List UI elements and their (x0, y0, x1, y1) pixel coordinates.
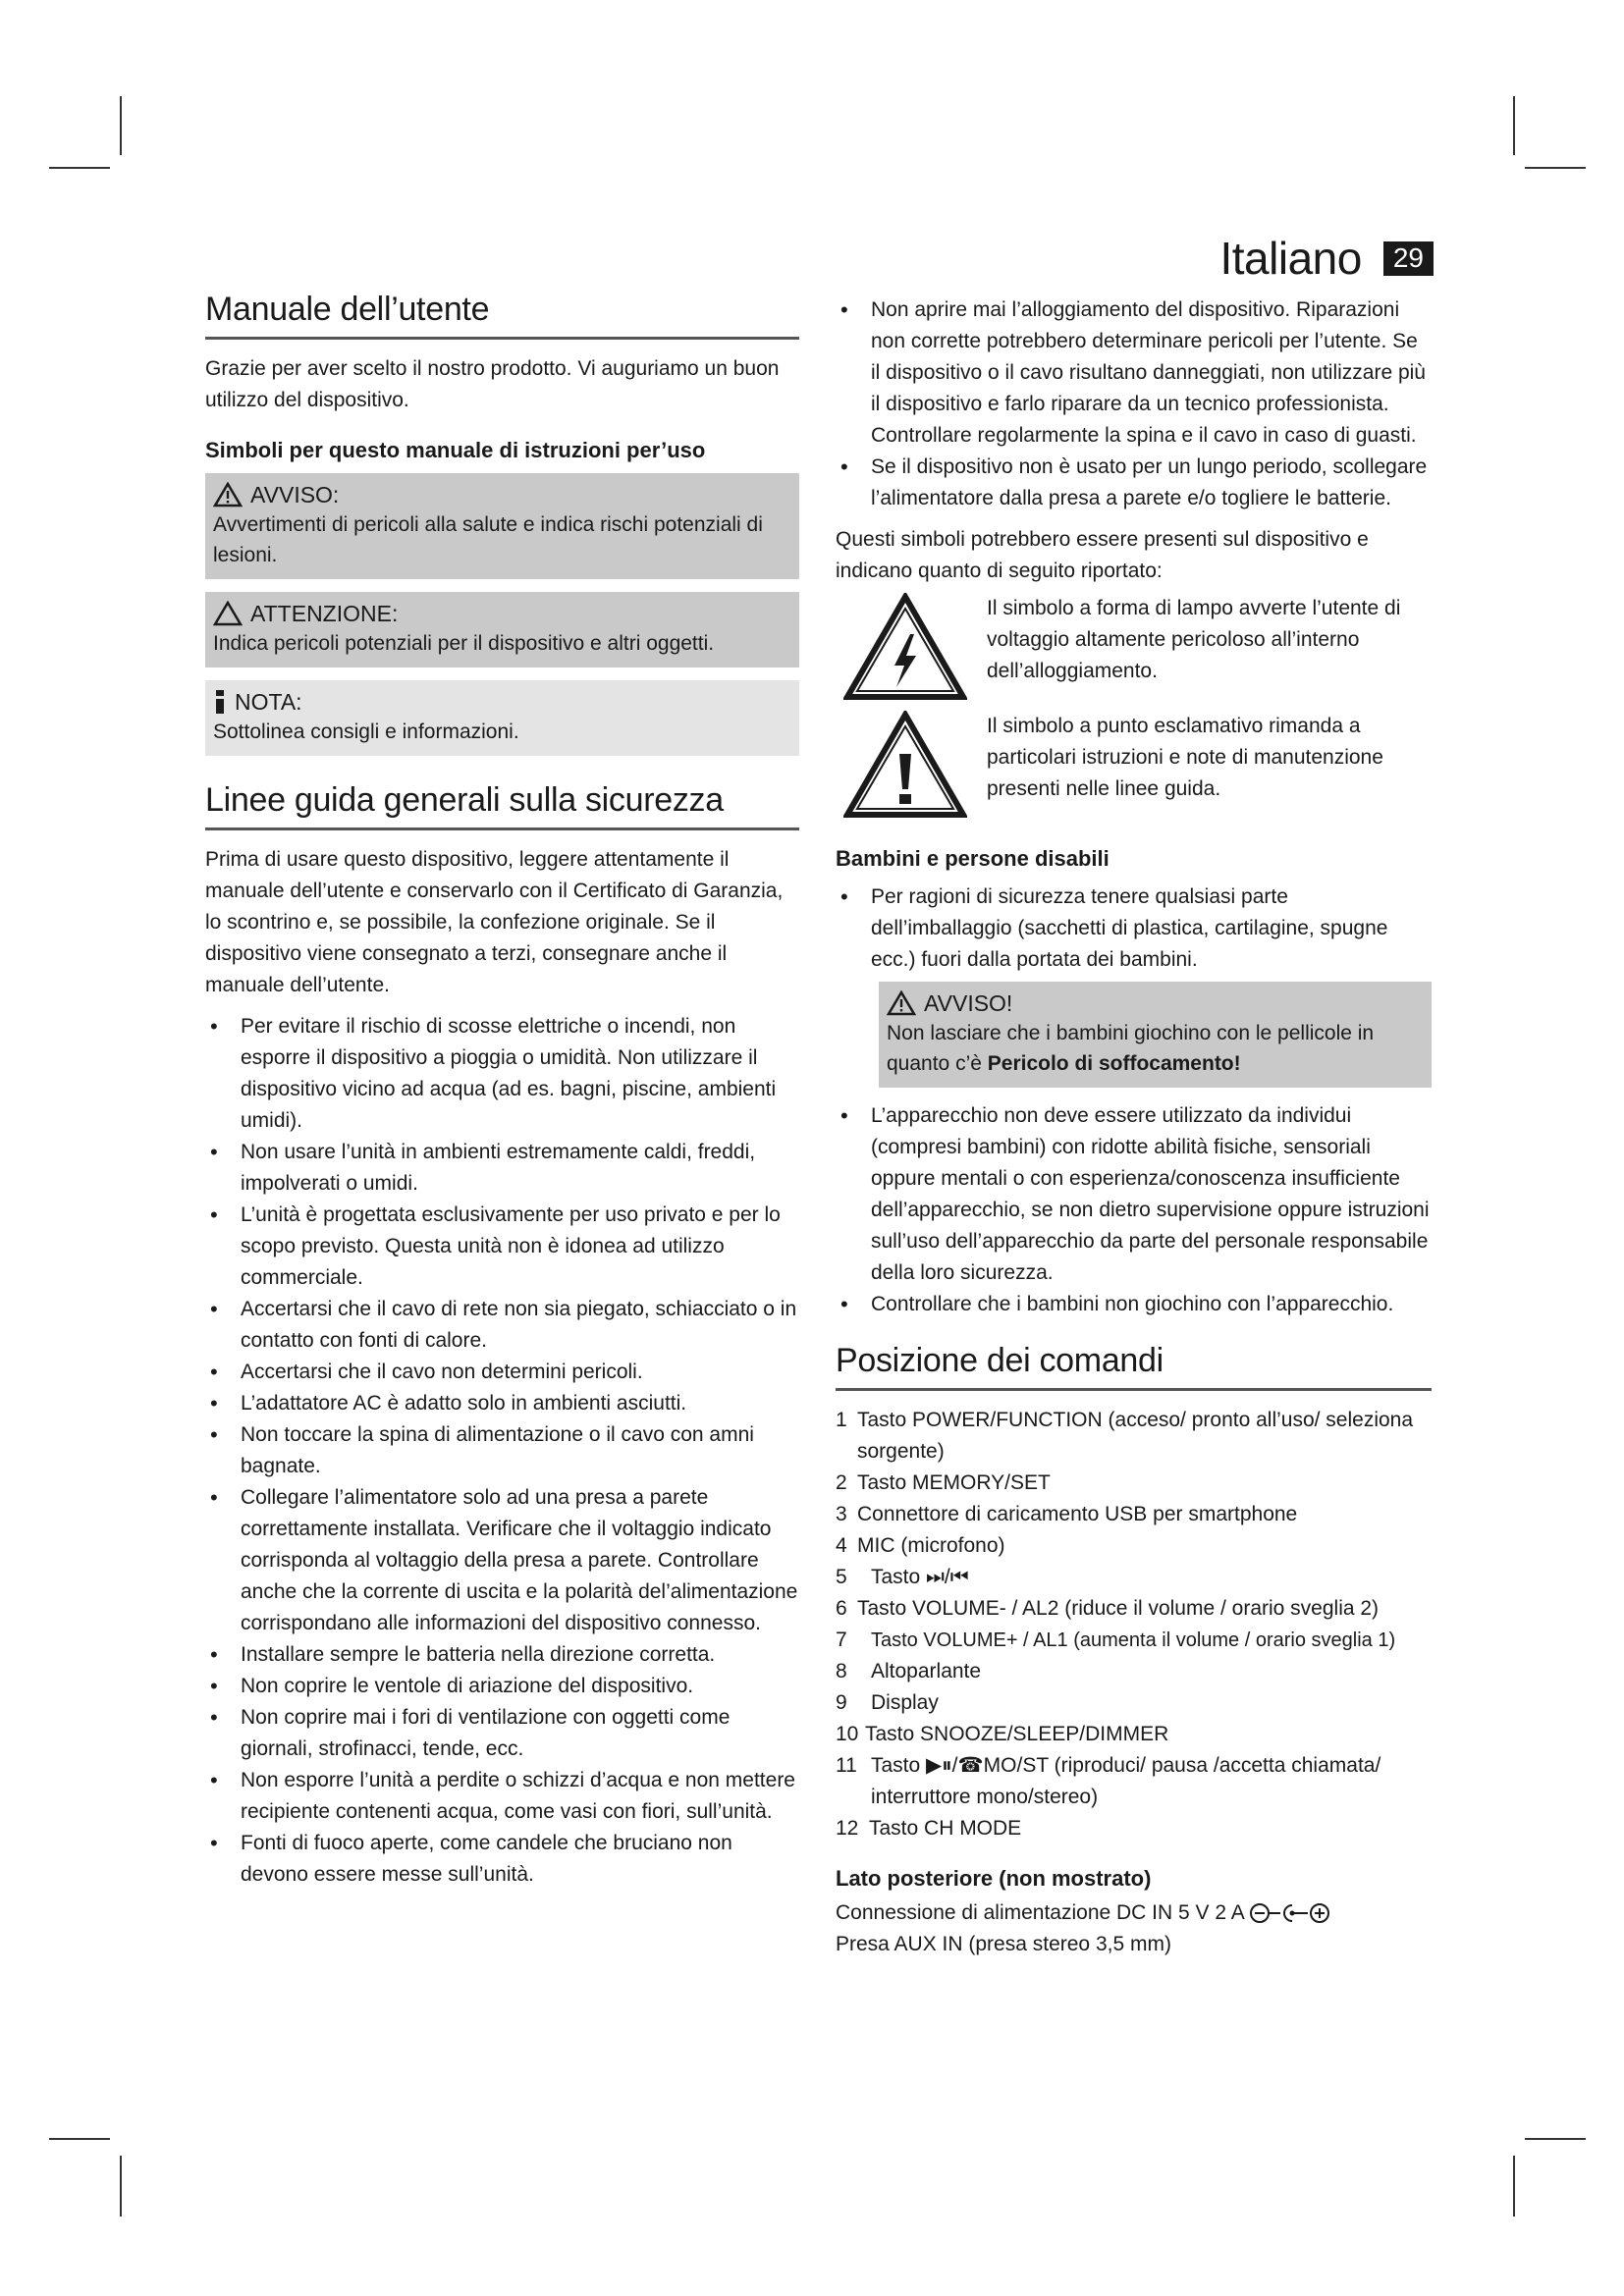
control-number: 5 (836, 1566, 847, 1588)
list-item (836, 1530, 1432, 1562)
control-label: Connettore di caricamento USB per smartphone (857, 1503, 1298, 1525)
control-number: 12 (836, 1817, 859, 1840)
list-item: • Se il dispositivo non è usato per un lungo periodo, scollegare l’alimentatore dalla presa a parete e/o togliere le batterie. (836, 452, 1432, 514)
suffocation-warning: Pericolo di soffocamento! (987, 1052, 1241, 1075)
list-item: • Non usare l’unità in ambienti estremamente caldi, freddi, impolverati o umidi. (205, 1137, 799, 1200)
control-label: Tasto VOLUME- / AL2 (riduce il volume / orario sveglia 2) (857, 1597, 1380, 1620)
warning-title (213, 480, 791, 509)
control-number: 9 (836, 1691, 847, 1714)
manual-title: Manuale dell’utente (205, 291, 799, 340)
list-item: • L’adattatore AC è adatto solo in ambienti asciutti. (205, 1388, 799, 1419)
control-label: Tasto SNOOZE/SLEEP/DIMMER (865, 1723, 1169, 1745)
children-heading: Bambini e persone disabili (836, 846, 1110, 871)
page-header (1220, 232, 1435, 285)
safety-list (205, 1011, 799, 1891)
control-label: Display (871, 1691, 939, 1714)
crop-mark (1525, 167, 1586, 169)
list-item (836, 1656, 1432, 1687)
lightning-warning-icon (843, 593, 967, 701)
caution-title-text: ATTENZIONE: (250, 601, 399, 626)
crop-mark (49, 167, 110, 169)
control-label: Tasto ⏭/⏮ (871, 1566, 969, 1588)
control-number: 11 (836, 1754, 857, 1777)
list-item: • Non esporre l’unità a perdite o schizzi d’acqua e non mettere recipiente contenenti acqua, come vasi con fiori, sull’unità. (205, 1765, 799, 1828)
list-item: • Installare sempre le batteria nella direzione corretta. (205, 1639, 799, 1671)
polarity-icon (1249, 1902, 1339, 1924)
lightning-text: Il simbolo a forma di lampo avverte l’utente di voltaggio altamente pericoloso all’interno dell’alloggiamento. (987, 597, 1401, 682)
note-text: Sottolinea consigli e informazioni. (213, 721, 519, 743)
control-label: Tasto MEMORY/SET (857, 1471, 1051, 1494)
list-item (836, 1468, 1432, 1499)
caution-triangle-icon (213, 601, 243, 626)
control-number: 6 (836, 1597, 847, 1620)
children-first-bullet (836, 881, 1432, 976)
note-box (205, 680, 799, 756)
controls-title: Posizione dei comandi (836, 1342, 1432, 1391)
control-number: 7 (836, 1629, 847, 1651)
list-item (836, 1405, 1432, 1468)
rear-power (836, 1897, 1432, 1929)
list-item: • Per ragioni di sicurezza tenere qualsiasi parte dell’imballaggio (sacchetti di plastica, cartilagine, spugne ecc.) fuori dalla portata dei bambini. (836, 881, 1432, 976)
rear-heading: Lato posteriore (non mostrato) (836, 1866, 1152, 1891)
control-label: Tasto POWER/FUNCTION (acceso/ pronto all’uso/ seleziona sorgente) (857, 1409, 1414, 1463)
control-number: 4 (836, 1534, 847, 1557)
list-item (836, 1813, 1432, 1844)
rear-power-text: Connessione di alimentazione DC IN 5 V 2 A (836, 1901, 1244, 1924)
list-item (836, 1593, 1432, 1625)
warning-triangle-icon (213, 482, 243, 507)
lightning-symbol-row (843, 593, 1432, 701)
crop-mark (120, 96, 122, 155)
list-item: • Controllare che i bambini non giochino con l’apparecchio. (836, 1289, 1432, 1320)
symbols-heading: Simboli per questo manuale di istruzioni per’uso (205, 438, 706, 462)
page-number: 29 (1383, 241, 1434, 276)
exclamation-warning-icon (843, 711, 967, 819)
list-item: • Non coprire le ventole di ariazione del dispositivo. (205, 1671, 799, 1702)
children-warning-title (887, 988, 1424, 1018)
rear-aux: Presa AUX IN (presa stereo 3,5 mm) (836, 1933, 1171, 1955)
list-item (836, 1750, 1432, 1813)
list-item: • Collegare l’alimentatore solo ad una presa a parete correttamente installata. Verificare che il voltaggio indicato corrisponda al voltaggio della presa a parete. Controllare anche che la corrente di uscita e la polarità del’alimentazione corrispondano alle informazioni del dispositivo connesso. (205, 1482, 799, 1639)
right-column (836, 294, 1432, 1960)
warning-text: Avvertimenti di pericoli alla salute e indica rischi potenziali di lesioni. (213, 513, 763, 566)
list-item: • Per evitare il rischio di scosse elettriche o incendi, non esporre il dispositivo a pioggia o umidità. Non utilizzare il dispositivo vicino ad acqua (ad es. bagni, piscine, ambienti umidi). (205, 1011, 799, 1137)
exclamation-text: Il simbolo a punto esclamativo rimanda a particolari istruzioni e note di manutenzione presenti nelle linee guida. (987, 715, 1383, 800)
caution-title (213, 599, 791, 628)
control-number: 10 (836, 1723, 859, 1745)
caution-text: Indica pericoli potenziali per il dispositivo e altri oggetti. (213, 632, 715, 655)
control-number: 1 (836, 1409, 847, 1431)
crop-mark (1513, 96, 1515, 155)
control-label: Tasto VOLUME+ / AL1 (aumenta il volume / orario sveglia 1) (871, 1629, 1396, 1651)
control-label: Tasto CH MODE (869, 1817, 1022, 1840)
crop-mark (49, 2138, 110, 2140)
exclamation-symbol-row (843, 711, 1432, 819)
list-item: • L’apparecchio non deve essere utilizzato da individui (compresi bambini) con ridotte abilità fisiche, sensoriali oppure mentali o con esperienza/conoscenza insufficiente dell’apparecchio, se non dietro supervisione oppure istruzioni sull’uso dell’apparecchio da parte del personale responsabile della loro sicurezza. (836, 1100, 1432, 1289)
controls-list (836, 1405, 1432, 1844)
safety-intro: Prima di usare questo dispositivo, leggere attentamente il manuale dell’utente e conservarlo con il Certificato di Garanzia, lo scontrino e, se possibile, la confezione originale. Se il dispositivo viene consegnato a terzi, consegnare anche il manuale dell’utente. (205, 848, 784, 996)
children-warning-text (887, 1018, 1424, 1079)
language-label: Italiano (1219, 233, 1362, 284)
children-warning-box (879, 982, 1432, 1088)
note-title (213, 687, 791, 717)
list-item: • Non aprire mai l’alloggiamento del dispositivo. Riparazioni non corrette potrebbero determinare pericoli per l’utente. Se il dispositivo o il cavo risultano danneggiati, non utilizzare più il dispositivo e farlo riparare da un tecnico professionista. Controllare regolarmente la spina e il cavo in caso di guasti. (836, 294, 1432, 452)
control-number: 8 (836, 1660, 847, 1682)
list-item: • Non toccare la spina di alimentazione o il cavo con amni bagnate. (205, 1419, 799, 1482)
list-item (836, 1562, 1432, 1593)
control-label: Tasto ▶⏸/☎MO/ST (riproduci/ pausa /accetta chiamata/ interruttore mono/stereo) (871, 1754, 1381, 1808)
list-item: • Accertarsi che il cavo non determini pericoli. (205, 1357, 799, 1388)
list-item (836, 1625, 1432, 1656)
note-title-text: NOTA: (235, 689, 302, 715)
info-icon (213, 689, 227, 715)
list-item: • Accertarsi che il cavo di rete non sia piegato, schiacciato o in contatto con fonti di calore. (205, 1294, 799, 1357)
control-number: 2 (836, 1471, 847, 1494)
children-warning-body: Non lasciare che i bambini giochino con le pellicole in quanto c’è (887, 1022, 1375, 1075)
list-item (836, 1687, 1432, 1719)
control-label: MIC (microfono) (857, 1534, 1005, 1557)
children-warning-title-text: AVVISO! (924, 990, 1013, 1016)
children-bullets (836, 1100, 1432, 1320)
warning-triangle-icon (887, 990, 916, 1016)
crop-mark (1513, 2156, 1515, 2216)
control-number: 3 (836, 1503, 847, 1525)
crop-mark (120, 2156, 122, 2216)
symbols-intro: Questi simboli potrebbero essere presenti sul dispositivo e indicano quanto di seguito riportato: (836, 528, 1369, 582)
caution-box (205, 592, 799, 667)
intro-text: Grazie per aver scelto il nostro prodotto. Vi auguriamo un buon utilizzo del dispositivo. (205, 357, 780, 411)
list-item (836, 1719, 1432, 1750)
left-column (205, 291, 799, 1891)
warning-title-text: AVVISO: (250, 482, 340, 507)
list-item: • Non coprire mai i fori di ventilazione con oggetti come giornali, strofinacci, tende, ecc. (205, 1702, 799, 1765)
warning-box (205, 473, 799, 579)
list-item (836, 1499, 1432, 1530)
list-item: • Fonti di fuoco aperte, come candele che bruciano non devono essere messe sull’unità. (205, 1828, 799, 1891)
crop-mark (1525, 2138, 1586, 2140)
top-bullets (836, 294, 1432, 514)
list-item: • L’unità è progettata esclusivamente per uso privato e per lo scopo previsto. Questa unità non è idonea ad utilizzo commerciale. (205, 1200, 799, 1294)
safety-title: Linee guida generali sulla sicurezza (205, 781, 799, 830)
control-label: Altoparlante (871, 1660, 982, 1682)
